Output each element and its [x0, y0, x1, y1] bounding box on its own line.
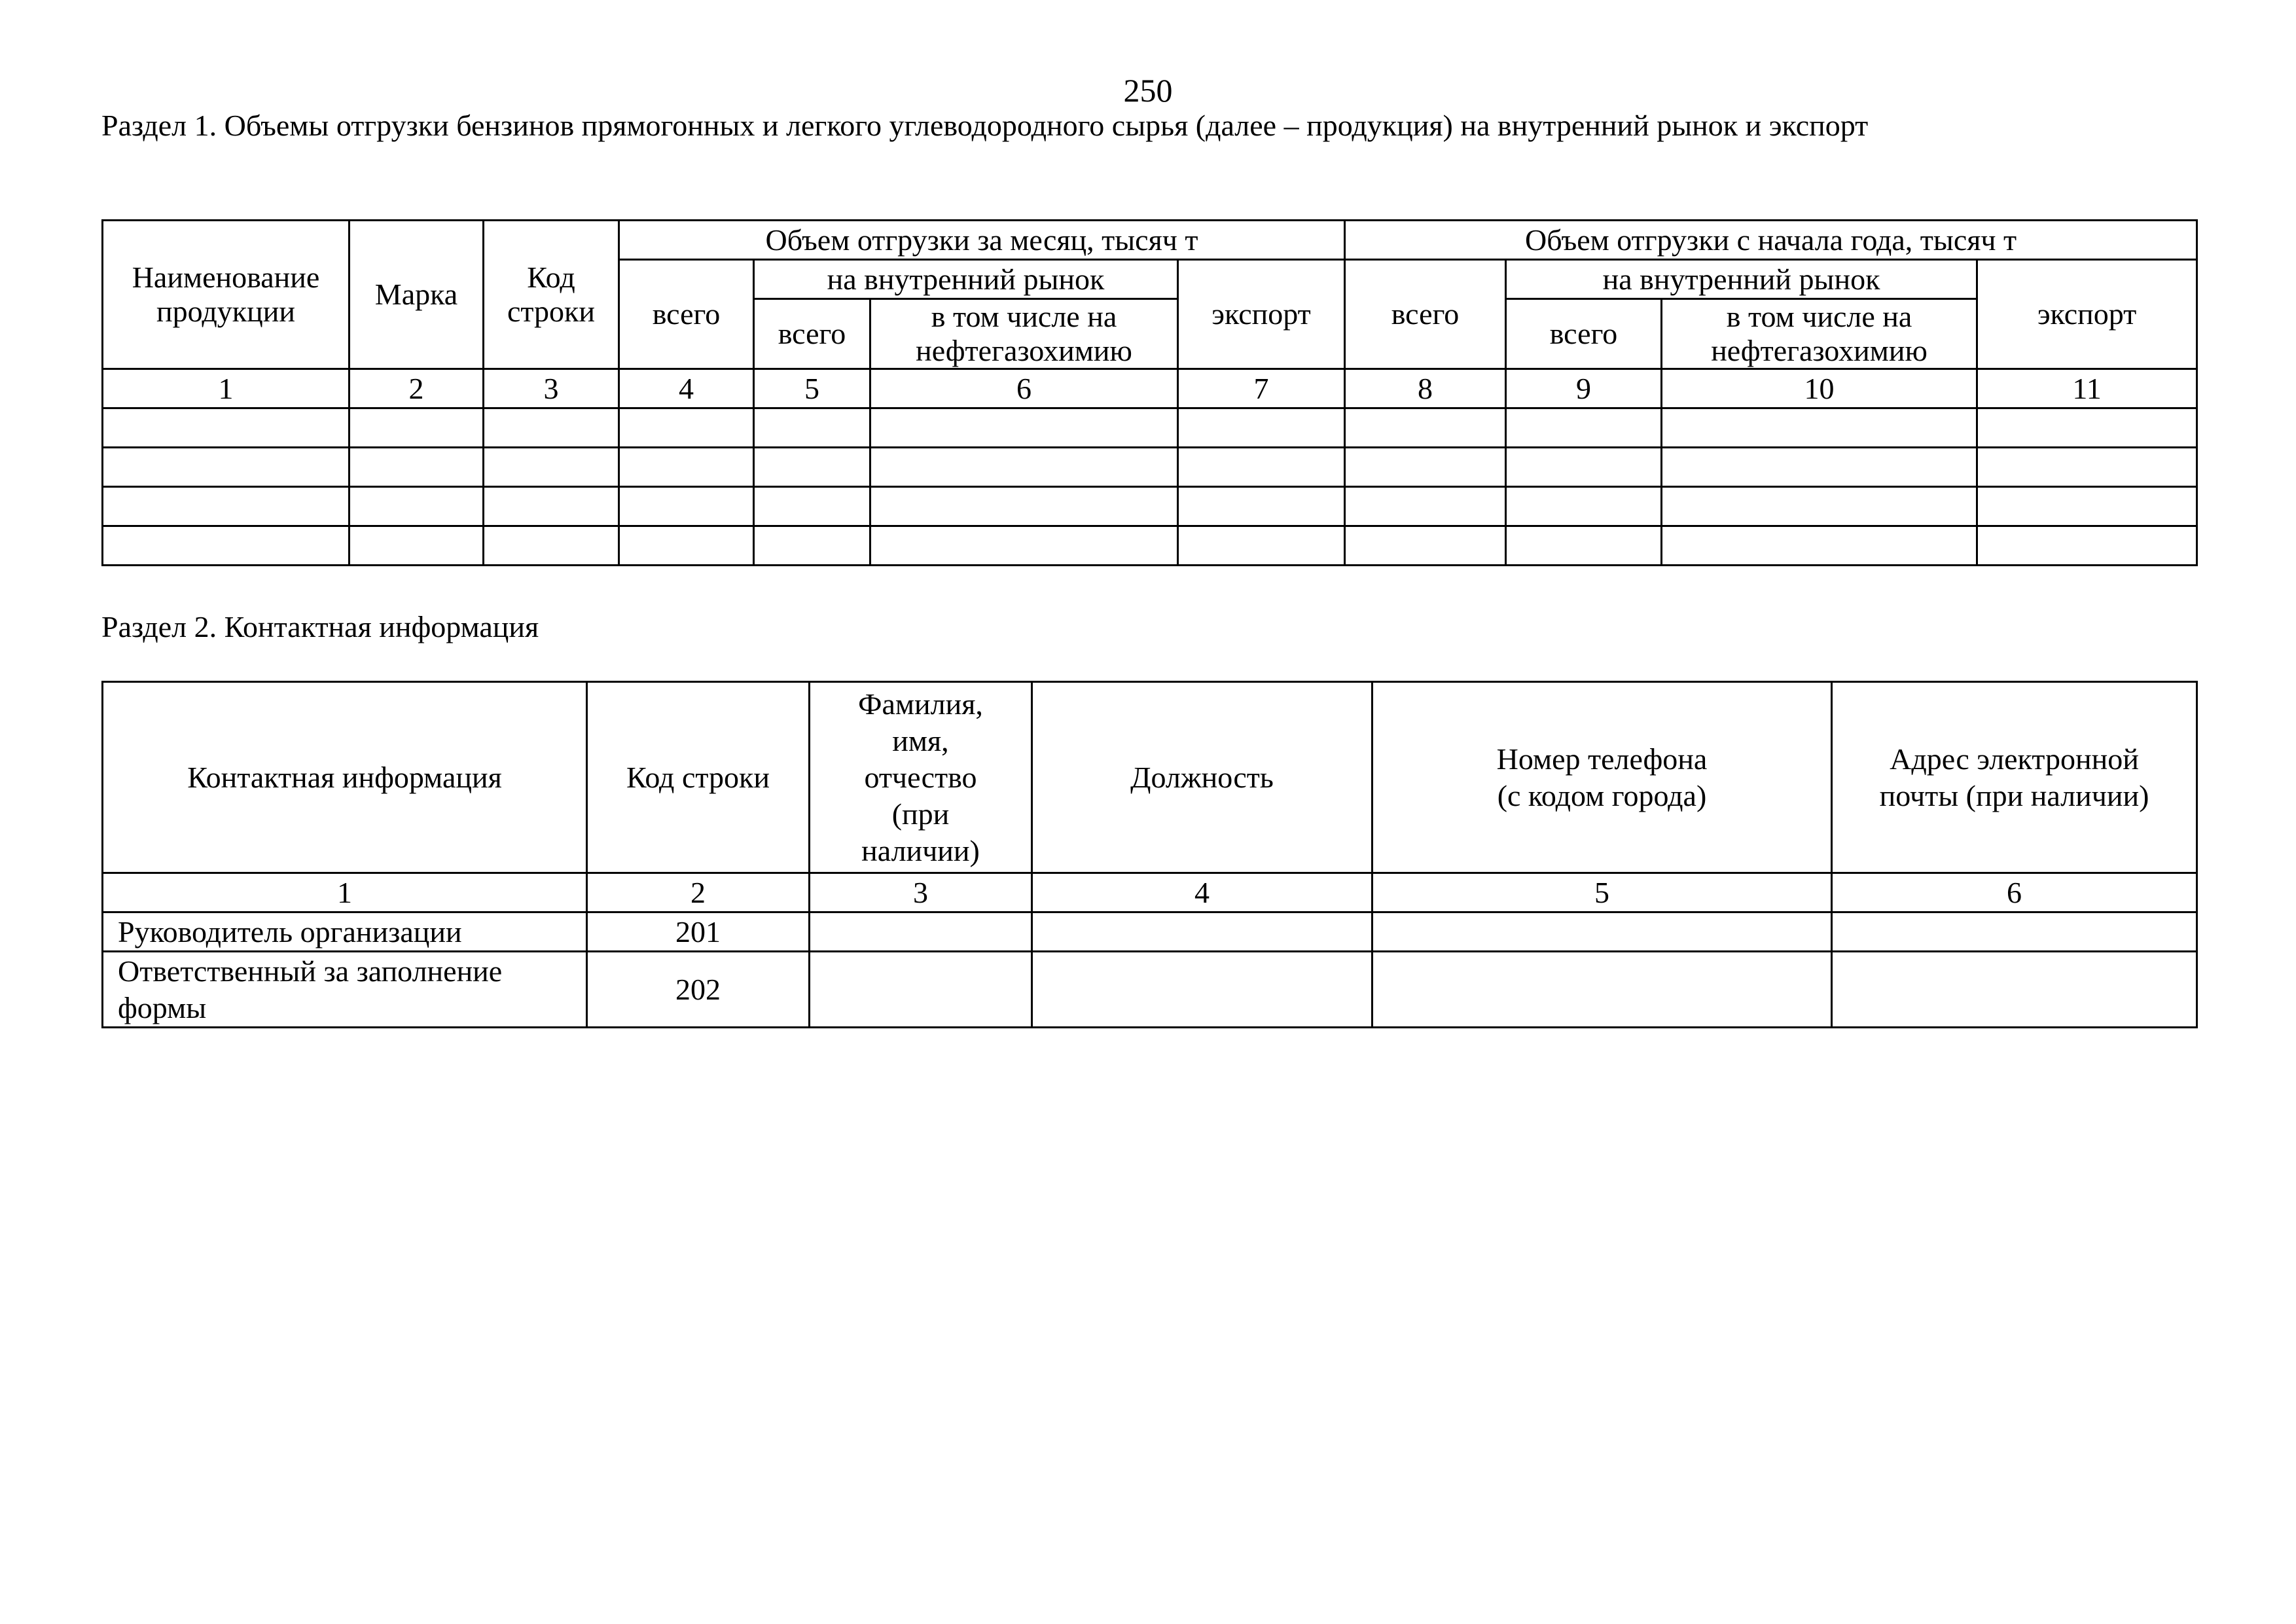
header-month-petrochem: в том числе на нефтегазохимию: [870, 299, 1178, 369]
empty-cell[interactable]: [350, 526, 484, 566]
empty-row: [103, 526, 2197, 566]
empty-cell[interactable]: [1178, 526, 1345, 566]
section1-title: Раздел 1. Объемы отгрузки бензинов прямогонных и легкого углеводородного сырья (далее – продукция) на внутренний рынок и экспорт: [101, 109, 1869, 142]
column-number: 2: [350, 369, 484, 408]
empty-cell[interactable]: [350, 408, 484, 448]
column-number: 11: [1977, 369, 2197, 408]
phone-field[interactable]: [1372, 952, 1832, 1028]
email-field[interactable]: [1832, 952, 2197, 1028]
empty-cell[interactable]: [1506, 408, 1662, 448]
empty-cell[interactable]: [1178, 487, 1345, 526]
header-month-domestic: на внутренний рынок: [754, 260, 1178, 299]
header-month-domestic-total: всего: [754, 299, 870, 369]
full-name-field[interactable]: [810, 952, 1032, 1028]
empty-cell[interactable]: [1345, 487, 1506, 526]
empty-cell[interactable]: [754, 526, 870, 566]
position-field[interactable]: [1032, 952, 1372, 1028]
empty-cell[interactable]: [484, 487, 619, 526]
header-year-group: Объем отгрузки с начала года, тысяч т: [1345, 221, 2197, 260]
column-number: 3: [484, 369, 619, 408]
column-number: 6: [870, 369, 1178, 408]
empty-cell[interactable]: [484, 448, 619, 487]
full-name-field[interactable]: [810, 912, 1032, 952]
empty-cell[interactable]: [870, 408, 1178, 448]
email-field[interactable]: [1832, 912, 2197, 952]
header-product-name: Наименование продукции: [103, 221, 350, 369]
contact-line-code: 201: [587, 912, 810, 952]
column-number: 10: [1662, 369, 1977, 408]
header-email: Адрес электронной почты (при наличии): [1832, 682, 2197, 873]
header-contact-info: Контактная информация: [103, 682, 587, 873]
empty-cell[interactable]: [1506, 487, 1662, 526]
section2-title: Раздел 2. Контактная информация: [101, 610, 539, 643]
empty-cell[interactable]: [103, 487, 350, 526]
contact-label: Руководитель организации: [103, 912, 587, 952]
empty-cell[interactable]: [103, 408, 350, 448]
contact-row-head: [103, 912, 2197, 952]
empty-row: [103, 408, 2197, 448]
position-field[interactable]: [1032, 912, 1372, 952]
column-number-row: [103, 369, 2197, 408]
column-number: 1: [103, 873, 587, 912]
header-year-petrochem: в том числе на нефтегазохимию: [1662, 299, 1977, 369]
header-year-domestic-total: всего: [1506, 299, 1662, 369]
empty-cell[interactable]: [619, 408, 754, 448]
empty-cell[interactable]: [870, 448, 1178, 487]
empty-cell[interactable]: [103, 526, 350, 566]
empty-cell[interactable]: [1977, 526, 2197, 566]
empty-cell[interactable]: [870, 487, 1178, 526]
column-number: 4: [1032, 873, 1372, 912]
contact-info-table: [101, 681, 2198, 1028]
empty-cell[interactable]: [754, 448, 870, 487]
empty-row: [103, 487, 2197, 526]
header-year-domestic: на внутренний рынок: [1506, 260, 1977, 299]
empty-cell[interactable]: [1662, 408, 1977, 448]
column-number: 4: [619, 369, 754, 408]
empty-cell[interactable]: [754, 408, 870, 448]
empty-cell[interactable]: [350, 448, 484, 487]
column-number: 2: [587, 873, 810, 912]
empty-cell[interactable]: [1178, 448, 1345, 487]
column-number: 5: [754, 369, 870, 408]
empty-cell[interactable]: [1506, 526, 1662, 566]
empty-cell[interactable]: [619, 487, 754, 526]
empty-cell[interactable]: [619, 526, 754, 566]
empty-cell[interactable]: [870, 526, 1178, 566]
empty-cell[interactable]: [1662, 448, 1977, 487]
header-phone: Номер телефона (с кодом города): [1372, 682, 1832, 873]
header-month-export: экспорт: [1178, 260, 1345, 369]
empty-cell[interactable]: [1345, 408, 1506, 448]
empty-cell[interactable]: [1662, 526, 1977, 566]
page-number: 250: [1123, 72, 1173, 109]
column-number: 7: [1178, 369, 1345, 408]
column-number: 1: [103, 369, 350, 408]
empty-cell[interactable]: [754, 487, 870, 526]
header-line-code: Код строки: [587, 682, 810, 873]
empty-cell[interactable]: [619, 448, 754, 487]
header-line-code: Код строки: [484, 221, 619, 369]
contact-row-responsible: [103, 952, 2197, 1028]
empty-cell[interactable]: [484, 408, 619, 448]
header-year-total: всего: [1345, 260, 1506, 369]
header-brand: Марка: [350, 221, 484, 369]
header-month-group: Объем отгрузки за месяц, тысяч т: [619, 221, 1345, 260]
empty-cell[interactable]: [484, 526, 619, 566]
contact-line-code: 202: [587, 952, 810, 1028]
header-position: Должность: [1032, 682, 1372, 873]
empty-cell[interactable]: [103, 448, 350, 487]
empty-cell[interactable]: [1345, 448, 1506, 487]
empty-cell[interactable]: [1178, 408, 1345, 448]
phone-field[interactable]: [1372, 912, 1832, 952]
header-full-name: Фамилия, имя, отчество (при наличии): [810, 682, 1032, 873]
empty-cell[interactable]: [1345, 526, 1506, 566]
empty-cell[interactable]: [1977, 448, 2197, 487]
shipment-volume-table: [101, 219, 2198, 566]
column-number: 5: [1372, 873, 1832, 912]
empty-cell[interactable]: [1506, 448, 1662, 487]
column-number: 8: [1345, 369, 1506, 408]
contact-label: Ответственный за заполнение формы: [103, 952, 587, 1028]
header-month-total: всего: [619, 260, 754, 369]
header-year-export: экспорт: [1977, 260, 2197, 369]
column-number: 3: [810, 873, 1032, 912]
column-number: 6: [1832, 873, 2197, 912]
column-number-row: [103, 873, 2197, 912]
empty-cell[interactable]: [350, 487, 484, 526]
empty-row: [103, 448, 2197, 487]
empty-cell[interactable]: [1662, 487, 1977, 526]
column-number: 9: [1506, 369, 1662, 408]
empty-cell[interactable]: [1977, 408, 2197, 448]
empty-cell[interactable]: [1977, 487, 2197, 526]
